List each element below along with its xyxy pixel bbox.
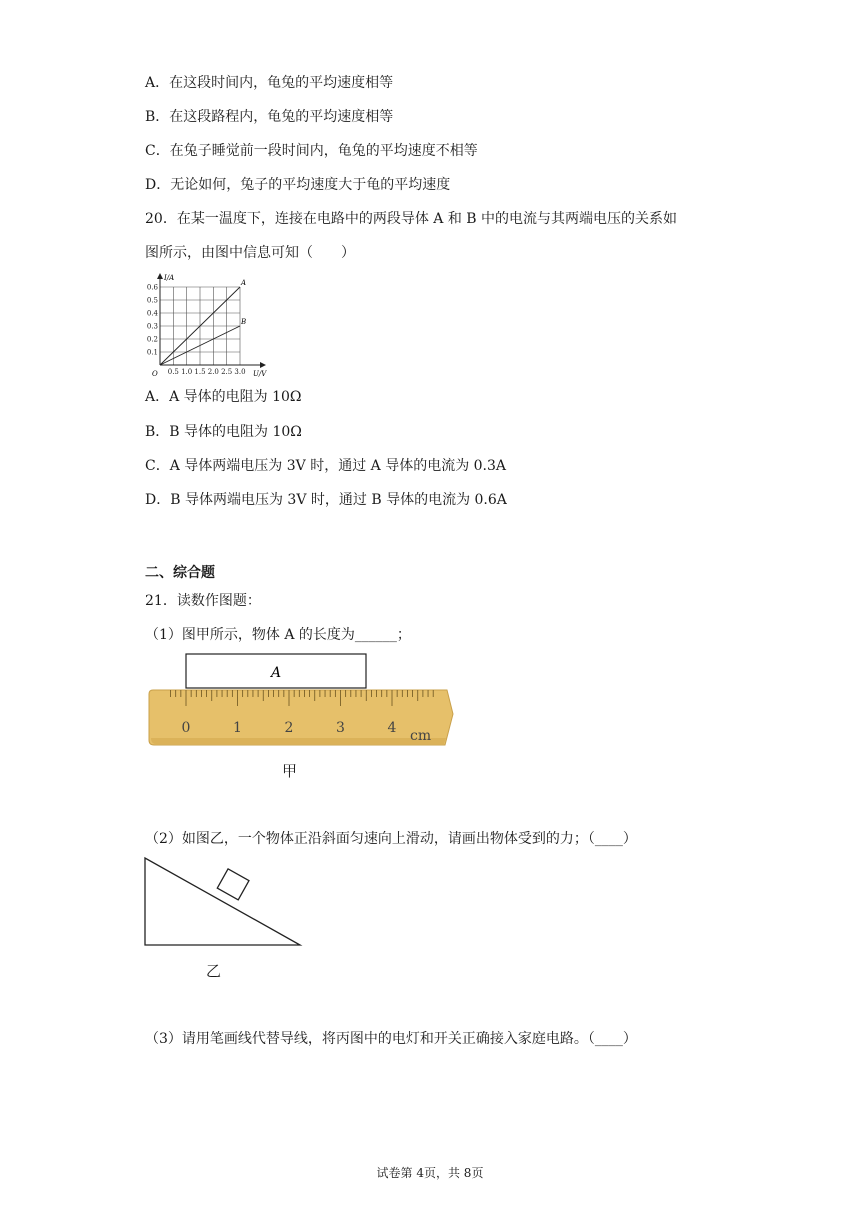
- q20-option-d: D．B 导体两端电压为 3V 时，通过 B 导体的电流为 0.6A: [145, 492, 507, 508]
- x-axis-label: U/V: [253, 370, 267, 378]
- q20-option-b: B．B 导体的电阻为 10Ω: [145, 424, 302, 440]
- figure-yi-caption: 乙: [206, 962, 222, 980]
- q21-part3: （3）请用笔画线代替导线，将丙图中的电灯和开关正确接入家庭电路。（____）: [145, 1031, 637, 1047]
- incline-figure: [140, 855, 310, 950]
- q19-option-b: B．在这段路程内，龟兔的平均速度相等: [145, 109, 394, 125]
- y-tick-label: 0.4: [146, 309, 158, 318]
- q19-option-c: C．在兔子睡觉前一段时间内，龟兔的平均速度不相等: [145, 143, 478, 159]
- q19-option-a: A．在这段时间内，龟兔的平均速度相等: [145, 75, 394, 91]
- ruler-number: 3: [336, 720, 345, 736]
- y-tick-label: 0.3: [146, 322, 158, 331]
- origin-label: O: [152, 370, 158, 378]
- q20-option-a: A．A 导体的电阻为 10Ω: [145, 389, 302, 405]
- ruler-body: [149, 690, 453, 745]
- ruler-number: 1: [233, 720, 242, 736]
- q21-part2: （2）如图乙，一个物体正沿斜面匀速向上滑动，请画出物体受到的力；（____）: [145, 831, 637, 847]
- object-a-label: A: [270, 665, 282, 681]
- x-tick-label: 1.5: [194, 368, 206, 376]
- ruler-number: 0: [181, 720, 191, 736]
- q19-option-d: D．无论如何，兔子的平均速度大于龟的平均速度: [145, 177, 451, 193]
- y-tick-label: 0.2: [146, 335, 158, 344]
- y-axis-label: I/A: [164, 274, 175, 282]
- x-tick-label: 3.0: [234, 368, 246, 376]
- x-tick-label: 0.5: [167, 368, 179, 376]
- ruler-unit: cm: [410, 728, 432, 744]
- iv-graph: [140, 270, 270, 380]
- y-tick-label: 0.1: [146, 348, 158, 357]
- q21-stem: 21．读数作图题：: [145, 593, 261, 609]
- q21-part1: （1）图甲所示，物体 A 的长度为______；: [145, 627, 411, 643]
- figure-jia-caption: 甲: [282, 762, 298, 780]
- ruler-figure: [145, 652, 460, 752]
- y-tick-label: 0.5: [146, 296, 158, 305]
- x-tick-label: 2.0: [207, 368, 219, 376]
- section-heading: 二、综合题: [145, 565, 215, 581]
- x-tick-label: 2.5: [221, 368, 233, 376]
- q20-option-c: C．A 导体两端电压为 3V 时，通过 A 导体的电流为 0.3A: [145, 458, 507, 474]
- series-label-b: B: [241, 318, 247, 326]
- q20-stem-line2: 图所示，由图中信息可知（ ）: [145, 245, 355, 261]
- incline-triangle: [145, 858, 300, 945]
- sliding-block: [217, 869, 249, 900]
- page-footer: 试卷第 4页，共 8页: [376, 1166, 484, 1180]
- q20-stem-line1: 20．在某一温度下，连接在电路中的两段导体 A 和 B 中的电流与其两端电压的关系如: [145, 211, 678, 227]
- ruler-number: 2: [284, 720, 294, 736]
- y-tick-label: 0.6: [146, 283, 158, 292]
- x-tick-label: 1.0: [181, 368, 193, 376]
- ruler-number: 4: [387, 720, 397, 736]
- series-label-a: A: [241, 279, 247, 287]
